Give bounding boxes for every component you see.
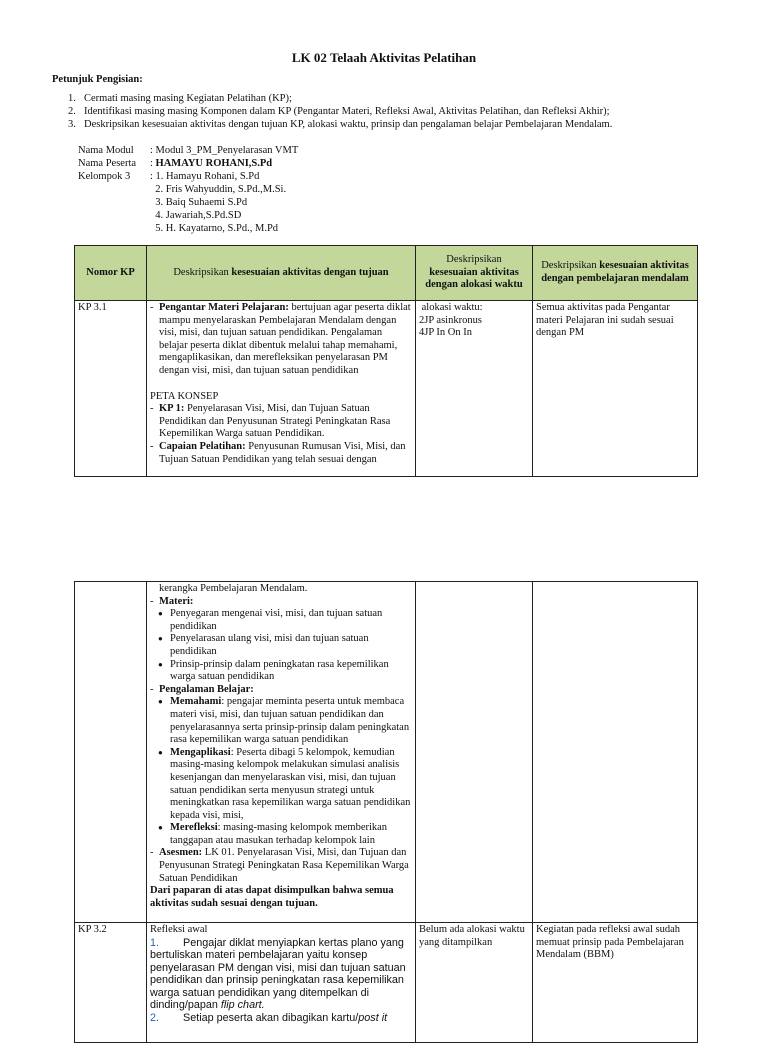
alokasi-cell [416, 582, 533, 923]
guide-item [52, 118, 612, 131]
member-item: : 1. Hamayu Rohani, S.Pd [150, 171, 260, 182]
continued-text: kerangka Pembelajaran Mendalam. [159, 583, 308, 594]
member-item: 4. Jawariah,S.Pd.SD [155, 210, 242, 221]
activity-table-page2 [74, 581, 698, 1043]
alokasi-line: alokasi waktu: [421, 302, 483, 313]
peserta-label: Nama Peserta [78, 158, 137, 169]
tujuan-cell [147, 301, 416, 477]
tujuan-cell [147, 923, 416, 1043]
table-row [75, 582, 698, 923]
guide-item-number: 3. [68, 119, 76, 130]
tujuan-cell [147, 582, 416, 923]
guide-item-number: 2. [68, 106, 76, 117]
guide-item-text: Deskripsikan kesesuaian aktivitas dengan tujuan KP, alokasi waktu, prinsip dan pengalaman belajar Pembelajaran Mendalam. [84, 119, 613, 130]
member-list [150, 183, 298, 235]
modul-label: Nama Modul [78, 145, 134, 156]
table-header-row [75, 246, 698, 301]
kp-number: KP 3.1 [75, 301, 147, 477]
list-item: - Asesmen: LK 01. Penyelarasan Visi, Misi, dan Tujuan dan Penyusunan Strategi Peningkatan Rasa Kepemilikan Warga Satuan Pendidikan [150, 847, 412, 885]
table-row [75, 923, 698, 1043]
member-item: 3. Baiq Suhaemi S.Pd [155, 197, 248, 208]
identity-block: Nama Modul : Modul 3_PM_Penyelarasan VMT Nama Peserta : HAMAYU ROHANI,S.Pd Kelompok 3 : 1. Hamayu Rohani, S.Pd 2. Fris Wahyuddin, S.Pd.,M.Si. 3. Baiq Suhaemi S.Pd 4. Jawariah,S.Pd.SD 5. H. Kayatarno, S.Pd., M.Pd [78, 145, 299, 234]
guide-item-text: Identifikasi masing masing Komponen dalam KP (Pengantar Materi, Refleksi Awal, Aktivitas Pelatihan, dan Refleksi Akhir); [84, 106, 610, 117]
member-item: 5. H. Kayatarno, S.Pd., M.Pd [155, 223, 279, 234]
guide-heading: Petunjuk Pengisian: [52, 74, 143, 85]
peta-konsep-label: PETA KONSEP [150, 390, 219, 402]
pm-cell: Kegiatan pada refleksi awal sudah memuat prinsip pada Pembelajaran Mendalam (BBM) [533, 923, 698, 1043]
guide-item [52, 92, 612, 105]
table-row [75, 301, 698, 477]
alokasi-line: 4JP In On In [419, 327, 472, 339]
bullet-item: ● Merefleksi: masing-masing kelompok memberikan tanggapan atau masukan terhadap kelompok lain [150, 822, 412, 847]
alokasi-line: 2JP asinkronus [419, 314, 482, 326]
modul-value: : Modul 3_PM_Penyelarasan VMT [150, 145, 299, 156]
alokasi-cell [416, 301, 533, 477]
guide-list [52, 92, 612, 131]
header-alokasi: Deskripsikan kesesuaian aktivitas dengan alokasi waktu [416, 246, 533, 301]
guide-item-text: Cermati masing masing Kegiatan Pelatihan (KP); [84, 93, 292, 104]
guide-item [52, 105, 612, 118]
document-title: LK 02 Telaah Aktivitas Pelatihan [291, 50, 477, 65]
bullet-item: ● Penyelarasan ulang visi, misi dan tujuan satuan pendidikan [150, 633, 412, 658]
conclusion-text: Dari paparan di atas dapat disimpulkan bahwa semua aktivitas sudah sesuai dengan tujuan. [150, 885, 394, 909]
alokasi-cell: Belum ada alokasi waktu yang ditampilkan [416, 923, 533, 1043]
list-item: - Pengalaman Belajar: ● Memahami: pengajar meminta peserta untuk membaca materi visi, misi, dan tujuan satuan pendidikan dan penyelarasannya serta prinsip-prinsip dalam peningkatan rasa kepemilikan warga satuan pendidikan ● Mengaplikasi: Peserta dibagi 5 kelompok, kemudian masing-masing kelompok melakukan simulasi analisis kesenjangan dan menyelaraskan visi, misi, dan tujuan satuan pendidikan serta menyusun strategi untuk meningkatkan rasa kepemilikan warga satuan pendidikan kepada visi, misi, ● Merefleksi: masing-masing kelompok memberikan tanggapan atau masukan terhadap kelompok lain [150, 684, 412, 848]
header-pm: Deskripsikan kesesuaian aktivitas dengan pembelajaran mendalam [533, 246, 698, 301]
peserta-value: HAMAYU ROHANI,S.Pd [155, 158, 273, 169]
refleksi-awal-label: Refleksi awal [150, 924, 208, 935]
header-nomor-kp: Nomor KP [75, 246, 147, 301]
bullet-item: ● Prinsip-prinsip dalam peningkatan rasa kepemilikan warga satuan pendidikan [150, 659, 412, 684]
bullet-item: ● Penyegaran mengenai visi, misi, dan tujuan satuan pendidikan [150, 608, 412, 633]
step-1: 1. Pengajar diklat menyiapkan kertas plano yang bertuliskan materi pembelajaran yaitu konsep penyelarasan PM dengan visi, misi dan tujuan satuan pendidikan dan prinsip peningkatan rasa kepemilikan warga satuan pendidikan yang ditempelkan di dinding/papan flip chart. [150, 936, 406, 1012]
kelompok-label: Kelompok 3 [78, 171, 131, 182]
pm-cell [533, 582, 698, 923]
list-item: - Capaian Pelatihan: Penyusunan Rumusan Visi, Misi, dan Tujuan Satuan Pendidikan yang telah sesuai dengan [150, 441, 412, 466]
header-tujuan: Deskripsikan kesesuaian aktivitas dengan tujuan [147, 246, 416, 301]
step-2: 2. Setiap peserta akan dibagikan kartu/post it [150, 1011, 388, 1024]
member-item: 2. Fris Wahyuddin, S.Pd.,M.Si. [155, 184, 287, 195]
kp-number: KP 3.2 [75, 923, 147, 1043]
pm-cell: Semua aktivitas pada Pengantar materi Pelajaran ini sudah sesuai dengan PM [533, 301, 698, 477]
guide-item-number: 1. [68, 93, 76, 104]
list-item: - Materi: ● Penyegaran mengenai visi, misi, dan tujuan satuan pendidikan ● Penyelarasan ulang visi, misi dan tujuan satuan pendidikan ● Prinsip-prinsip dalam peningkatan rasa kepemilikan warga satuan pendidikan [150, 596, 412, 684]
bullet-item: ● Mengaplikasi: Peserta dibagi 5 kelompok, kemudian masing-masing kelompok melakukan simulasi analisis kesenjangan dan menyelaraskan visi, misi, dan tujuan satuan pendidikan serta menyusun strategi untuk meningkatkan rasa kepemilikan warga satuan pendidikan kepada visi, misi, [150, 747, 412, 823]
list-item: - Pengantar Materi Pelajaran: bertujuan agar peserta diklat mampu menyelaraskan Pembelajaran Mendalam dengan visi, misi, dan tujuan satuan pendidikan. Pengalaman belajar peserta diklat dibentuk melalui tahap memahami, mengaplikasikan, dan merefleksikan penyelarasan PM dengan visi, misi, dan tujuan satuan pendidikan [150, 302, 412, 378]
bullet-item: ● Memahami: pengajar meminta peserta untuk membaca materi visi, misi, dan tujuan satuan pendidikan dan penyelarasannya serta prinsip-prinsip dalam peningkatan rasa kepemilikan warga satuan pendidikan [150, 696, 412, 746]
kp-number [75, 582, 147, 923]
activity-table-page1 [74, 245, 698, 477]
list-item: - KP 1: Penyelarasan Visi, Misi, dan Tujuan Satuan Pendidikan dan Penyusunan Strategi Peningkatan Rasa Kepemilikan Warga satuan Pendidikan. [150, 403, 412, 441]
